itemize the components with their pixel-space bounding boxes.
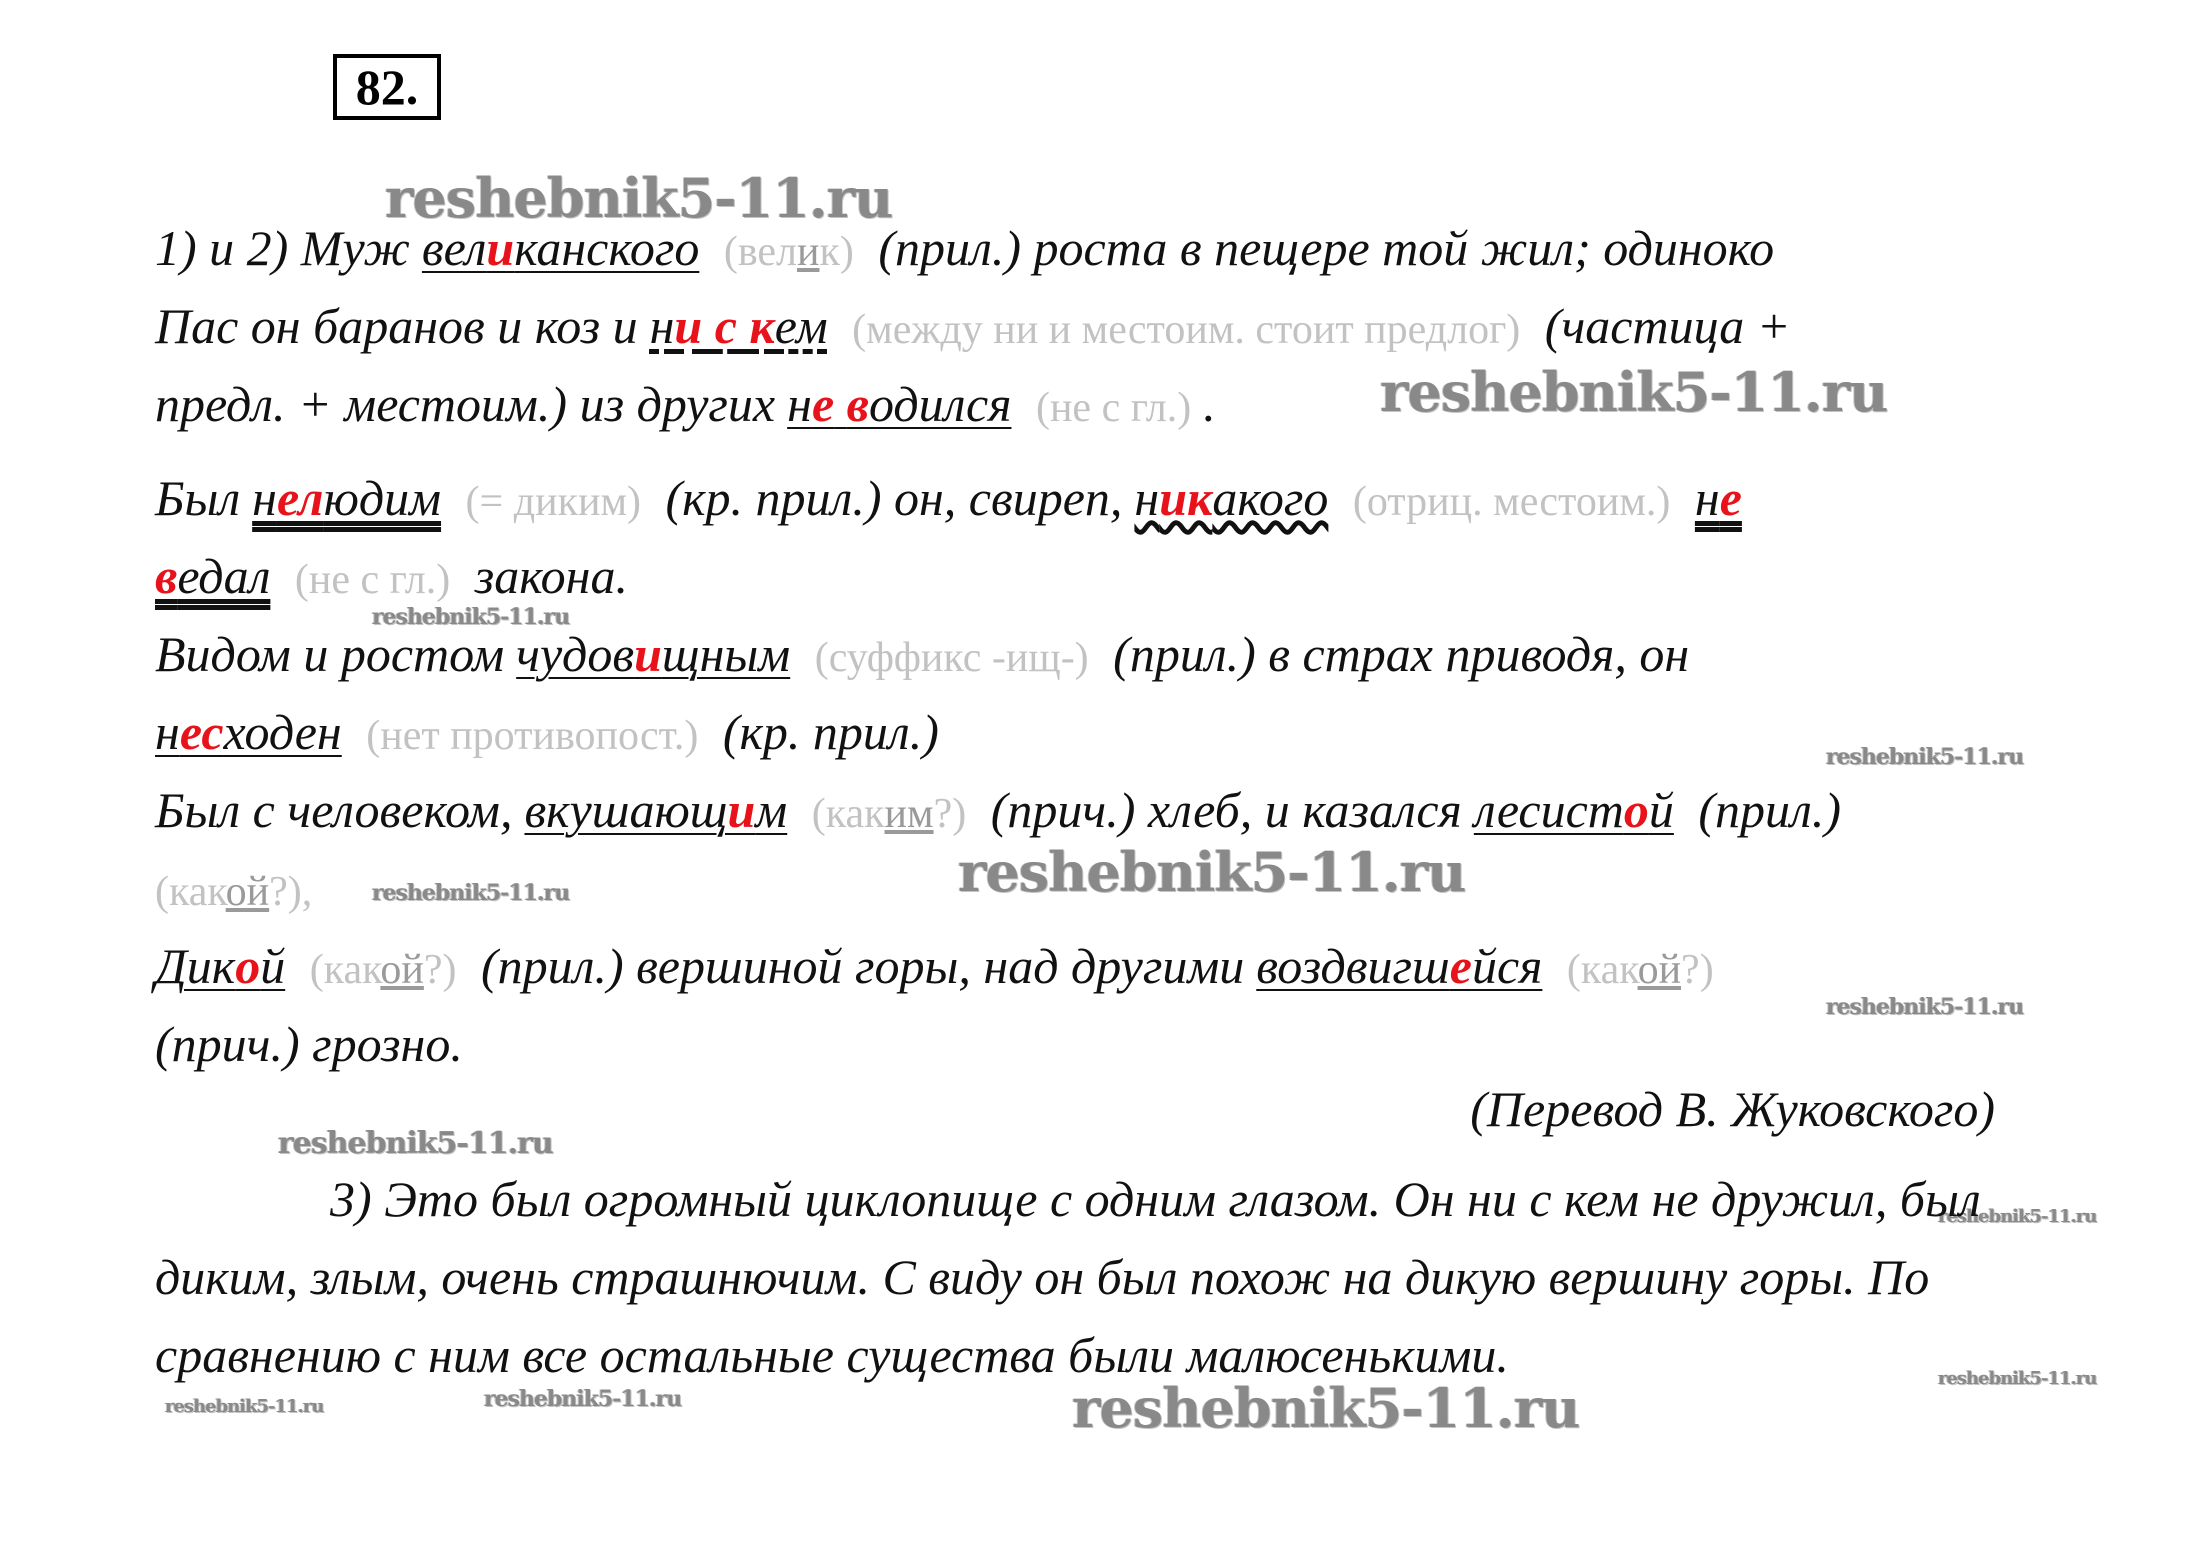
- watermark: reshebnik5-11.ru: [278, 1126, 553, 1161]
- watermark: reshebnik5-11.ru: [484, 1386, 682, 1412]
- analyzed-word: вкушающим: [524, 782, 788, 838]
- answer-paragraph: 3) Это был огромный циклопище с одним глазом. Он ни с кем не дружил, был диким, злым, очень страшнючим. С виду он был похож на дикую вершину горы. По сравнению с ним все остальные существа были малюсенькими.: [155, 1171, 1981, 1383]
- hint: (= диким): [465, 479, 642, 525]
- exercise-number: 82: [355, 59, 406, 115]
- watermark: reshebnik5-11.ru: [1072, 1376, 1580, 1440]
- watermark: reshebnik5-11.ru: [1826, 744, 2024, 770]
- hint: (не с гл.): [294, 557, 451, 603]
- hint: (какой?): [1566, 947, 1714, 993]
- text-line: ведал (не с гл.) закона.: [155, 548, 628, 604]
- text-line: несходен (нет противопост.) (кр. прил.): [155, 704, 939, 760]
- analyzed-word: ни с кем: [649, 298, 828, 354]
- hint: (нет противопост.): [366, 713, 699, 759]
- watermark: reshebnik5-11.ru: [1826, 994, 2024, 1020]
- watermark: reshebnik5-11.ru: [385, 166, 893, 230]
- watermark: reshebnik5-11.ru: [372, 604, 570, 630]
- exercise-number-box: 82 .: [333, 54, 441, 120]
- analyzed-word: не: [1694, 470, 1742, 526]
- text-line: Видом и ростом чудовищным (суффикс -ищ-) (прил.) в страх приводя, он: [155, 626, 1690, 682]
- analyzed-word: не водился: [787, 376, 1012, 432]
- hint: (какой?),: [155, 869, 313, 915]
- watermark: reshebnik5-11.ru: [1380, 360, 1888, 424]
- translation-credit: (Перевод В. Жуковского): [1470, 1081, 1995, 1137]
- watermark: reshebnik5-11.ru: [958, 840, 1466, 904]
- analyzed-word: несходен: [155, 704, 342, 760]
- watermark: reshebnik5-11.ru: [1938, 1206, 2097, 1227]
- analyzed-word: лесистой: [1473, 782, 1674, 838]
- text-line: (прич.) грозно.: [155, 1016, 463, 1072]
- watermark: reshebnik5-11.ru: [372, 880, 570, 906]
- hint: (суффикс -ищ-): [814, 635, 1089, 681]
- text-line: 1) и 2) Муж великанского (велик) (прил.) роста в пещере той жил; одиноко: [155, 220, 1775, 276]
- analyzed-word: чудовищным: [516, 626, 791, 682]
- text-line: предл. + местоим.) из других не водился (не с гл.) .: [155, 376, 1216, 432]
- text-line: [155, 858, 324, 922]
- hint: (велик): [723, 229, 854, 275]
- text-line: Был с человеком, вкушающим (каким?) (прич.) хлеб, и казался лесистой (прил.): [155, 782, 1841, 838]
- watermark: reshebnik5-11.ru: [1938, 1368, 2097, 1389]
- hint: (каким?): [811, 791, 967, 837]
- hint: (не с гл.): [1035, 385, 1192, 431]
- hint: (между ни и местоим. стоит предлог): [852, 307, 1521, 353]
- analyzed-word: воздвигшейся: [1256, 938, 1543, 994]
- text-line: Дикой (какой?) (прил.) вершиной горы, над другими воздвигшейся (какой?): [155, 938, 1714, 994]
- text-line: Был нелюдим (= диким) (кр. прил.) он, свиреп, никакого (отриц. местоим.) не: [155, 470, 1742, 526]
- watermark: reshebnik5-11.ru: [165, 1396, 324, 1417]
- hint: (какой?): [309, 947, 457, 993]
- analyzed-word: великанского: [421, 220, 700, 276]
- analyzed-word: нелюдим: [252, 470, 442, 526]
- analyzed-word: никакого: [1134, 470, 1329, 526]
- analyzed-word: Дикой: [155, 938, 286, 994]
- hint: (отриц. местоим.): [1352, 479, 1671, 525]
- text-line: Пас он баранов и коз и ни с кем (между ни и местоим. стоит предлог) (частица +: [155, 298, 1791, 354]
- analyzed-word: ведал: [155, 548, 271, 604]
